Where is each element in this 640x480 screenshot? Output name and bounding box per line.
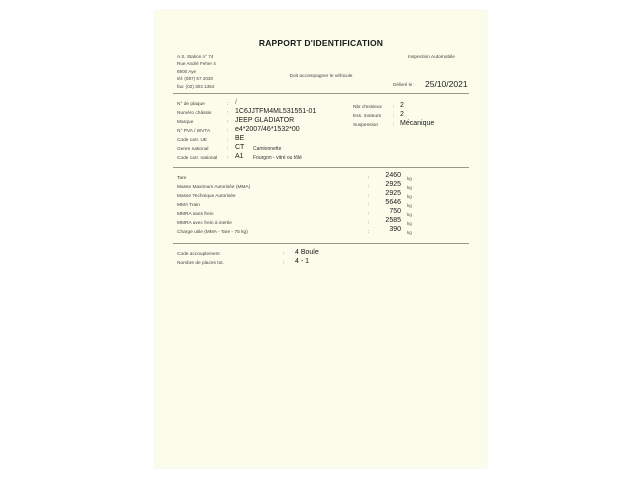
weight-unit: kg xyxy=(407,221,412,226)
national-body-code: A1 xyxy=(235,153,244,160)
weight-label: Masse Technique Autorisée xyxy=(177,194,236,199)
seats-label: Nombre de places tot. xyxy=(177,261,224,266)
ue-code-value: BE xyxy=(235,135,245,142)
weight-unit: kg xyxy=(407,212,412,217)
weight-value: 2585 xyxy=(385,217,401,224)
weight-value: 5646 xyxy=(385,199,401,206)
weight-value: 2925 xyxy=(385,181,401,188)
weight-label: MMRA avec frein à inertie xyxy=(177,221,232,226)
address-line: 6900 Aye xyxy=(177,68,197,74)
suspension-value: Mécanique xyxy=(400,120,435,127)
weight-value: 390 xyxy=(389,226,401,233)
axles-label: Nbr d'essieux xyxy=(353,105,382,110)
make-label: Marque xyxy=(177,120,194,125)
weight-unit: kg xyxy=(407,203,412,208)
drive-axles-value: 2 xyxy=(400,111,404,118)
seats-value: 4 - 1 xyxy=(295,258,310,265)
weight-value: 750 xyxy=(389,208,401,215)
inspection-label: Inspection Automobile xyxy=(408,55,455,60)
delivered-date: 25/10/2021 xyxy=(425,79,468,89)
address-line: fax: (02) 303 1354 xyxy=(177,83,215,89)
make-value: JEEP GLADIATOR xyxy=(235,117,295,124)
suspension-label: Suspension xyxy=(353,123,379,128)
divider xyxy=(173,167,469,168)
national-body-label: Code carr. national xyxy=(177,156,218,161)
chassis-value: 1C6JJTFM4ML531551-01 xyxy=(235,108,317,115)
ue-code-label: Code carr. UE xyxy=(177,138,208,143)
address-line: tél: (087) 57 2030 xyxy=(177,76,214,82)
pva-label: N° PVA / WVTA xyxy=(177,129,211,134)
weight-label: MMA Train xyxy=(177,203,200,208)
weight-unit: kg xyxy=(407,194,412,199)
plate-value: / xyxy=(235,99,237,106)
weight-label: Charge utile (MMA - Tare - 75 kg) xyxy=(177,230,248,235)
divider xyxy=(173,243,469,244)
weight-value: 2925 xyxy=(385,190,401,197)
plate-label: N° de plaque xyxy=(177,102,205,107)
genre-text: Camionnette xyxy=(253,146,282,152)
weight-label: Masse Maximum Autorisée (MMA) xyxy=(177,185,251,190)
drive-axles-label: Ess. moteurs xyxy=(353,114,381,119)
national-body-text: Fourgon - vitré ou tôlé xyxy=(253,155,302,161)
document-page: RAPPORT D'IDENTIFICATION A.S. Station n° 74 Rue André Feher 4 6900 Aye tél: (087) 57 2030 fax: (02) 303 1354 Inspection Automobile Doit accompagner le véhicule Délivré le : 25/10/2021 N° de plaque : / Numéro châssis : 1C6JJTFM4ML531551-01 Marque : JEEP GLADIATOR N° PVA / WVTA : e4*2007/46*1532*00 Code carr. UE : BE Genre national : CT Camionnette Code carr. national : A1 Fourgon - vitré ou tôlé Nbr d'essieux : 2 Ess. moteurs : 2 Suspension : Mécanique Tare : 2460 kg Masse Maximum Autorisée (MMA) : 2925 kg Masse Technique Autorisée : 2925 kg MMA Train : 5646 kg MMRA sans frein : 750 kg MMRA avec frein à inertie : 2585 kg Charge utile (MMA - Tare - 75 kg) : 390 kg Code accouplement : 4 Boule Nombre de places tot. : 4 - 1 xyxy=(155,10,487,468)
address-line: A.S. Station n° 74 xyxy=(177,54,214,59)
genre-code: CT xyxy=(235,144,245,151)
weight-label: MMRA sans frein xyxy=(177,212,214,217)
pva-value: e4*2007/46*1532*00 xyxy=(235,126,300,133)
weight-unit: kg xyxy=(407,185,412,190)
weight-unit: kg xyxy=(407,176,412,181)
coupling-code-value: 4 Boule xyxy=(295,249,319,256)
genre-label: Genre national xyxy=(177,147,209,152)
coupling-code-label: Code accouplement xyxy=(177,252,220,257)
accompany-note: Doit accompagner le véhicule xyxy=(289,74,353,79)
weight-label: Tare xyxy=(177,176,187,181)
address-line: Rue André Feher 4 xyxy=(177,61,216,67)
chassis-label: Numéro châssis xyxy=(177,111,212,116)
document-title: RAPPORT D'IDENTIFICATION xyxy=(258,38,384,48)
axles-value: 2 xyxy=(400,102,404,109)
station-address xyxy=(177,53,216,90)
divider xyxy=(173,93,469,94)
weight-value: 2460 xyxy=(385,172,401,179)
weight-unit: kg xyxy=(407,230,412,235)
delivered-label: Délivré le : xyxy=(393,82,415,87)
